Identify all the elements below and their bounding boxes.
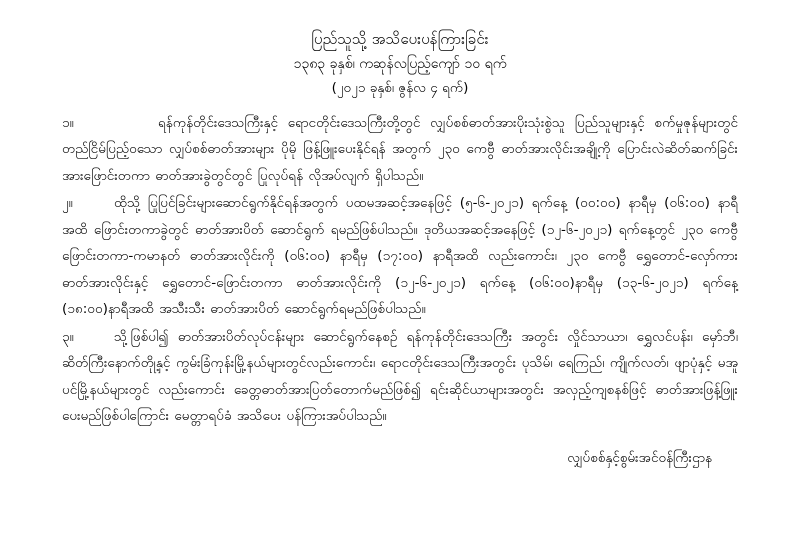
paragraph-3-text: သို့ဖြစ်ပါ၍ ဓာတ်အားပိတ်လုပ်ငန်းများ ဆောင်ရွက်နေစဉ် ရန်ကုန်တိုင်းဒေသကြီး အတွင်း လှိုင်သာယာ၊ ရွှေလင်ပန်း၊ မှော်ဘီ၊ ဆိတ်ကြီးနောက်တိုု့နှင့် ကွမ်းခြံကုန်းမြို့နယ်များတွင်လည်းကောင်း၊ ရောငတိုင်းဒေသကြီးအတွင်း ပုသိမ်၊ ရေကြည်၊ ကျိုက်လတ်၊ ဖျာပုံနှင့် မအူပင်မြို့နယ်များတွင် လည်းကောင်း ခေတ္တဓာတ်အားပြတ်တောက်မည်ဖြစ်၍ ရင်းဆိုင်ယာများအတွင်း အလှည့်ကျစနစ်ဖြင့် ဓာတ်အားဖြန့်ဖြူးပေးမည်ဖြစ်ပါကြောင်း မေတ္တာရပ်ခံ အသိပေး ပန်ကြားအပ်ပါသည်။ xyxy=(62,328,738,425)
document-date-gregorian: (၂၀၂၁ ခုနှစ်၊ ဇွန်လ ၄ ရက်) xyxy=(331,79,469,96)
paragraph-2 xyxy=(62,190,738,323)
signature-ministry: လျှပ်စစ်နှင့်စွမ်းအင်ဝန်ကြီးဌာန xyxy=(567,449,712,466)
paragraph-3-number: ၃။ xyxy=(62,328,74,345)
paragraph-2-text: ထိုသို့ ပြုပြင်ခြင်းများဆောင်ရွက်နိုင်ရန်အတွက် ပထမအဆင့်အနေဖြင့် (၅-၆-၂၀၂၁) ရက်နေ့ (၀၀:၀၀) နာရီမှ (၀၆:၀၀) နာရီအထိ ဖြောင်းတကာခွဲတွင် ဓာတ်အားပိတ် ဆောင်ရွက် ရမည်ဖြစ်ပါသည်။ ဒုတိယအဆင့်အနေဖြင့် (၁၂-၆-၂၀၂၁) ရက်နေ့တွင် ၂၃၀ ကေဗွီ ဖြောင်းတကာ-ကမာနတ် ဓာတ်အားလိုင်းကို (၀၆:၀၀) နာရီမှ (၁၇:၀၀) နာရီအထိ လည်းကောင်း၊ ၂၃၀ ကေဗွီ ရွှေတောင်-လှော်ကား ဓာတ်အားလိုင်းနှင့် ရွှေတောင်-ဖြောင်းတကာ ဓာတ်အားလိုင်းကို (၁၂-၆-၂၀၂၁) ရက်နေ့ (၀၆:၀၀)နာရီမှ (၁၃-၆-၂၀၂၁) ရက်နေ့ (၁၈:၀၀)နာရီအထိ အသီးသီး ဓာတ်အားပိတ် ဆောင်ရွက်ရမည်ဖြစ်ပါသည်။ xyxy=(62,195,738,318)
page-bottom-spacer xyxy=(62,470,738,510)
page-title: ပြည်သူသို့ အသိပေးပန်ကြားခြင်း xyxy=(311,30,489,48)
paragraph-1-text: ရန်ကုန်တိုင်းဒေသကြီးနှင့် ရောငတိုင်းဒေသကြီးတို့တွင် လျှပ်စစ်ဓာတ်အားပိုးသုံးစွဲသူ ပြည်သူများနှင့် စက်မှုဇုန်များတွင် တည်ငြိမ်ပြည့်ဝသော လျှပ်စစ်ဓာတ်အားများ ပိုမို ဖြန့်ဖြူးပေးနိုင်ရန် အတွက် ၂၃၀ ကေဗွီ ဓာတ်အားလိုင်းအချို့ကို ပြောင်းလဲဆိတ်ဆက်ခြင်း အားဖြောင်းတကာ ဓာတ်အားခွဲတွင်တွင် ပြုလုပ်ရန် လိုအပ်လျက် ရှိပါသည်။ xyxy=(62,114,738,184)
paragraph-1-number: ၁။ xyxy=(62,114,74,131)
document-date-myanmar: ၁၃၈၃ ခုနှစ်၊ ကဆုန်လပြည့်ကျော် ၁၀ ရက် xyxy=(293,56,507,73)
paragraph-2-number: ၂။ xyxy=(62,195,73,212)
paragraph-3 xyxy=(62,324,738,430)
paragraph-1 xyxy=(62,110,738,190)
